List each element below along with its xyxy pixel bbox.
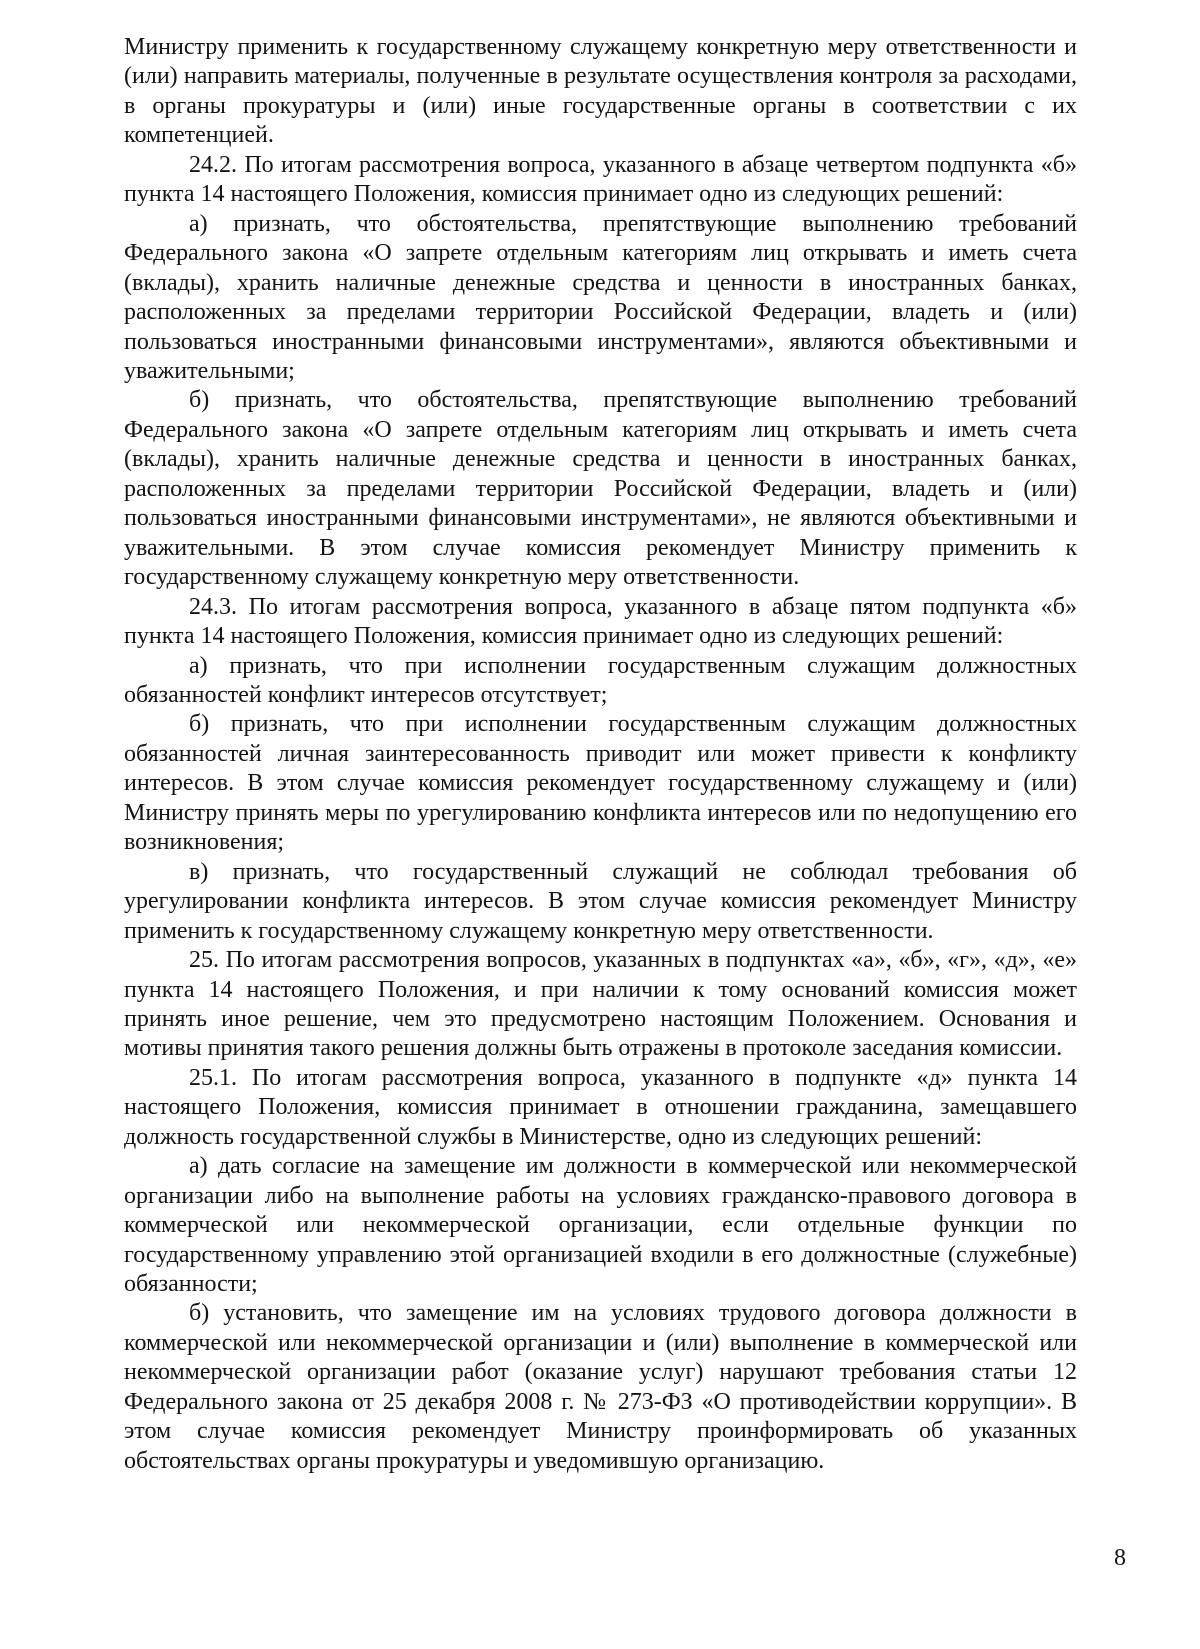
paragraph-24-3-b: б) признать, что при исполнении государственным служащим должностных обязанностей личная заинтересованность приводит или может привести к конфликту интересов. В этом случае комиссия рекомендует государственному служащему и (или) Министру принять меры по урегулированию конфликта интересов или по недопущению его возникновения; (124, 711, 1077, 856)
paragraph-24-2-b: б) признать, что обстоятельства, препятствующие выполнению требований Федерального закона «О запрете отдельным категориям лиц открывать и иметь счета (вклады), хранить наличные денежные средства и ценности в иностранных банках, расположенных за пределами территории Российской Федерации, владеть и (или) пользоваться иностранными финансовыми инструментами», не являются объективными и уважительными. В этом случае комиссия рекомендует Министру применить к государственному служащему конкретную меру ответственности. (124, 387, 1077, 591)
paragraph-24-2-a: а) признать, что обстоятельства, препятствующие выполнению требований Федерального закона «О запрете отдельным категориям лиц открывать и иметь счета (вклады), хранить наличные денежные средства и ценности в иностранных банках, расположенных за пределами территории Российской Федерации, владеть и (или) пользоваться иностранными финансовыми инструментами», являются объективными и уважительными; (124, 210, 1077, 384)
paragraph-24-3: 24.3. По итогам рассмотрения вопроса, указанного в абзаце пятом подпункта «б» пункта 14 настоящего Положения, комиссия принимает одно из следующих решений: (124, 593, 1077, 650)
paragraph-25-1-b: б) установить, что замещение им на условиях трудового договора должности в коммерческой или некоммерческой организации и (или) выполнение в коммерческой или некоммерческой организации работ (оказание услуг) нарушают требования статьи 12 Федерального закона от 25 декабря 2008 г. № 273-ФЗ «О противодействии коррупции». В этом случае комиссия рекомендует Министру проинформировать об указанных обстоятельствах органы прокуратуры и уведомившую организацию. (124, 1300, 1077, 1474)
paragraph-25: 25. По итогам рассмотрения вопросов, указанных в подпунктах «а», «б», «г», «д», «е» пункта 14 настоящего Положения, и при наличии к тому оснований комиссия может принять иное решение, чем это предусмотрено настоящим Положением. Основания и мотивы принятия такого решения должны быть отражены в протоколе заседания комиссии. (124, 947, 1077, 1062)
paragraph-continuation: Министру применить к государственному служащему конкретную меру ответственности и (или) направить материалы, полученные в результате осуществления контроля за расходами, в органы прокуратуры и (или) иные государственные органы в соответствии с их компетенцией. (124, 34, 1077, 149)
paragraph-24-2: 24.2. По итогам рассмотрения вопроса, указанного в абзаце четвертом подпункта «б» пункта 14 настоящего Положения, комиссия принимает одно из следующих решений: (124, 151, 1077, 208)
document-body (124, 33, 1077, 1476)
page-number: 8 (1114, 1545, 1126, 1571)
paragraph-24-3-a: а) признать, что при исполнении государственным служащим должностных обязанностей конфликт интересов отсутствует; (124, 652, 1077, 708)
paragraph-24-3-v: в) признать, что государственный служащий не соблюдал требования об урегулировании конфликта интересов. В этом случае комиссия рекомендует Министру применить к государственному служащему конкретную меру ответственности. (124, 858, 1077, 944)
paragraph-25-1-a: а) дать согласие на замещение им должности в коммерческой или некоммерческой организации либо на выполнение работы на условиях гражданско-правового договора в коммерческой или некоммерческой организации, если отдельные функции по государственному управлению этой организацией входили в его должностные (служебные) обязанности; (124, 1153, 1077, 1298)
paragraph-25-1: 25.1. По итогам рассмотрения вопроса, указанного в подпункте «д» пункта 14 настоящего Положения, комиссия принимает в отношении гражданина, замещавшего должность государственной службы в Министерстве, одно из следующих решений: (124, 1064, 1077, 1150)
